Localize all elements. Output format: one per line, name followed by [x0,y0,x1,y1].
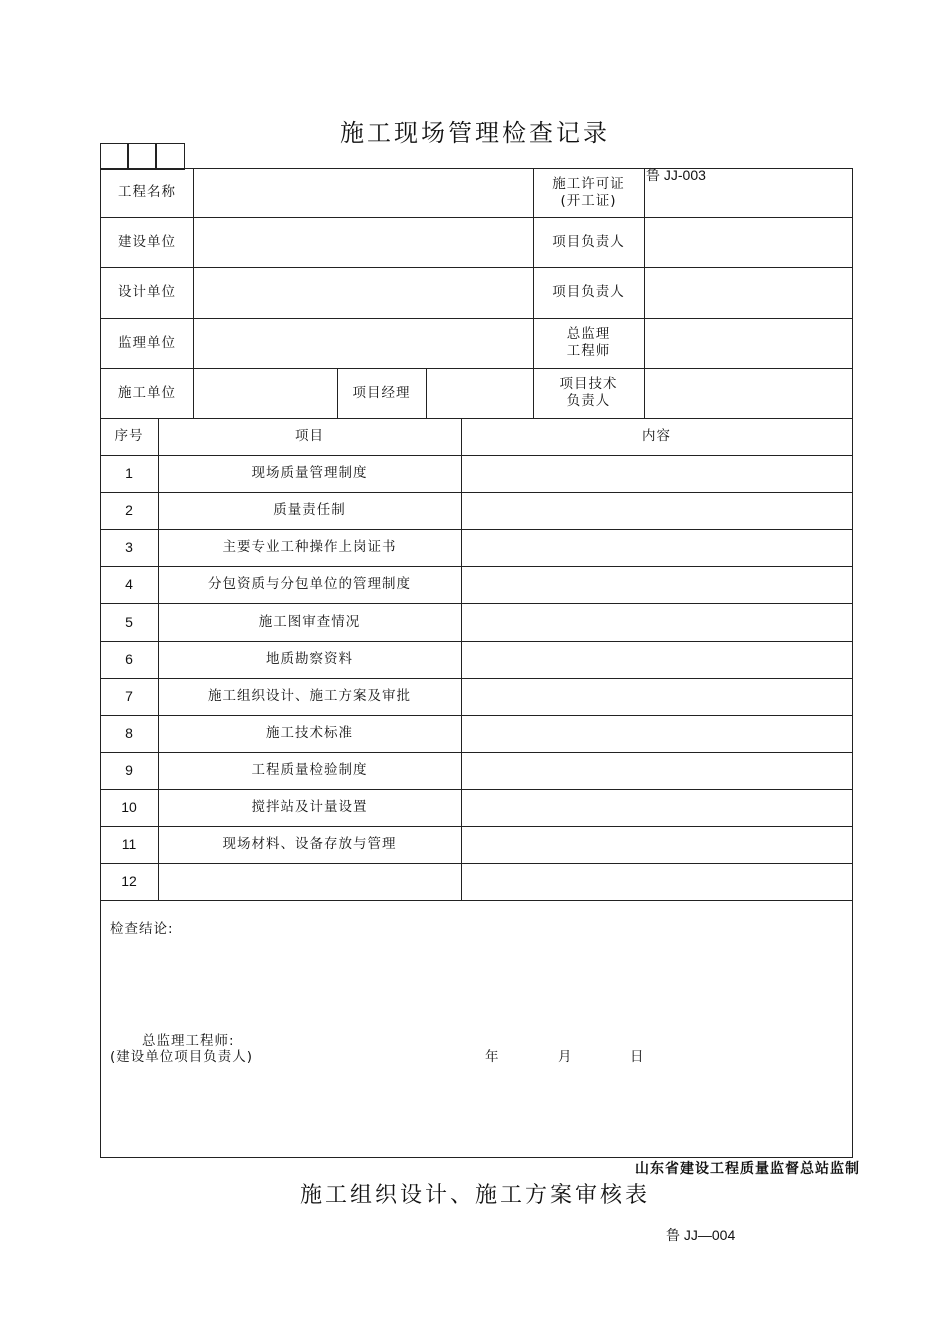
header-content: 内容 [642,428,671,444]
signer-builder-lead: (建设单位项目负责人) [110,1049,254,1065]
row-no: 8 [125,725,133,741]
row-no: 3 [125,539,133,555]
row-no: 4 [125,576,133,592]
row-no: 12 [121,873,137,889]
row-item: 施工技术标准 [266,725,353,741]
label-builder-lead: 项目负责人 [552,233,625,250]
row-item: 施工图审查情况 [258,613,361,630]
label-chief-engineer-line1: 总监理 [566,326,611,342]
row-no: 9 [125,762,133,778]
row-item: 工程质量检验制度 [251,762,368,778]
row-no: 10 [121,799,137,815]
label-permit-line2: (开工证) [560,192,617,209]
row-no: 7 [125,688,133,704]
date-month: 月 [558,1049,573,1065]
row-item: 搅拌站及计量设置 [251,799,368,815]
row-item: 主要专业工种操作上岗证书 [222,539,397,555]
stamp-box-3 [155,143,185,170]
row-no: 2 [125,502,133,518]
next-form-title: 施工组织设计、施工方案审核表 [299,1183,650,1208]
form-code: 鲁 JJ-003 [646,167,706,183]
header-item: 项目 [295,428,324,444]
row-item: 质量责任制 [273,502,346,518]
label-permit [533,168,644,217]
stamp-box-2 [127,143,157,170]
date-year: 年 [485,1049,500,1065]
row-no: 5 [125,613,133,630]
conclusion-label: 检查结论: [110,921,174,937]
stamp-box-1 [100,143,129,170]
row-no: 1 [125,465,133,481]
label-project-manager: 项目经理 [352,384,411,401]
label-permit-line1: 施工许可证 [552,175,625,192]
label-supervisor: 监理单位 [118,334,176,351]
header-no: 序号 [114,428,144,444]
row-no: 6 [125,651,133,667]
label-tech-lead [533,368,644,418]
date-day: 日 [630,1049,645,1065]
row-item: 现场材料、设备存放与管理 [222,836,397,852]
row-item: 施工组织设计、施工方案及审批 [208,688,411,704]
next-form-code: 鲁 JJ—004 [666,1227,736,1243]
label-tech-lead-line2: 负责人 [566,393,611,409]
row-item: 现场质量管理制度 [251,465,368,481]
label-designer-lead: 项目负责人 [552,284,625,300]
row-item [158,863,461,900]
label-project-name: 工程名称 [118,184,176,200]
row-no: 11 [121,836,137,852]
label-designer: 设计单位 [118,284,176,300]
label-contractor: 施工单位 [118,384,176,401]
page-title: 施工现场管理检查记录 [340,119,610,147]
footer-org: 山东省建设工程质量监督总站监制 [635,1161,860,1177]
label-chief-engineer [533,318,644,368]
label-builder: 建设单位 [118,233,176,250]
label-chief-engineer-line2: 工程师 [566,343,611,359]
signer-chief-engineer: 总监理工程师: [142,1033,235,1049]
row-item: 分包资质与分包单位的管理制度 [208,576,411,592]
row-item: 地质勘察资料 [266,651,353,667]
label-tech-lead-line1: 项目技术 [559,376,618,392]
